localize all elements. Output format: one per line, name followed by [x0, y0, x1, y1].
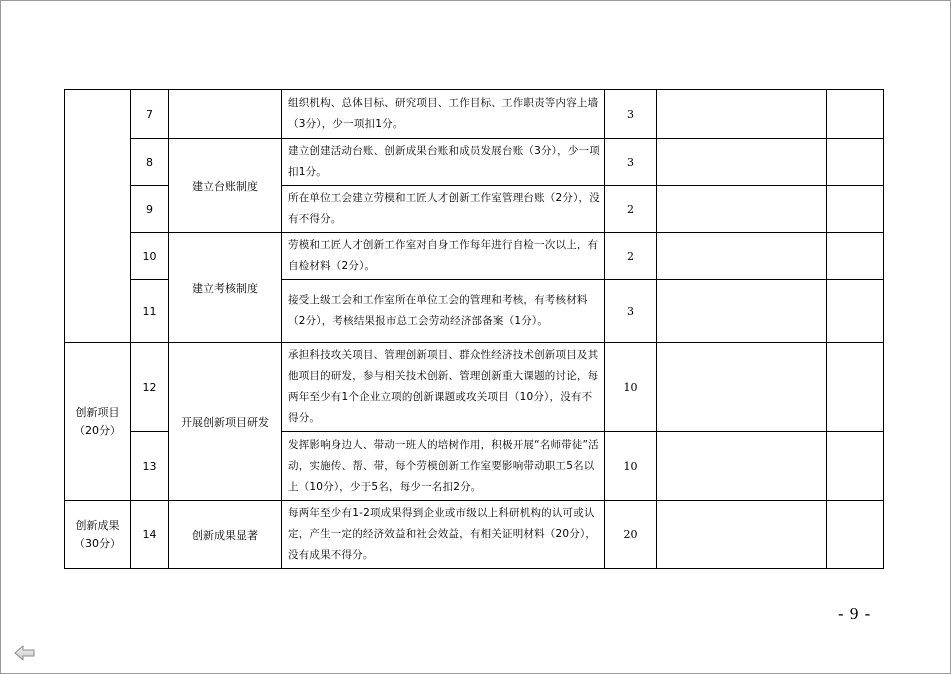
scoring-table [64, 89, 884, 569]
item-cell-empty [169, 90, 282, 139]
score-value: 3 [605, 139, 657, 186]
score-value: 10 [605, 343, 657, 432]
score-value: 2 [605, 233, 657, 280]
remarks-cell [827, 186, 884, 233]
row-number: 13 [131, 432, 169, 501]
score-value: 20 [605, 501, 657, 569]
row-number: 7 [131, 90, 169, 139]
criteria-text: 组织机构、总体目标、研究项目、工作目标、工作职责等内容上墙（3分），少一项扣1分。 [282, 90, 605, 139]
remarks-cell [827, 343, 884, 432]
criteria-text: 接受上级工会和工作室所在单位工会的管理和考核，有考核材料（2分），考核结果报市总工会劳动经济部备案（1分）。 [282, 280, 605, 343]
item-ledger-system: 建立台账制度 [169, 139, 282, 233]
table-row [65, 90, 884, 139]
criteria-text: 劳模和工匠人才创新工作室对自身工作每年进行自检一次以上，有自检材料（2分）。 [282, 233, 605, 280]
self-score-cell [657, 280, 827, 343]
score-value: 3 [605, 280, 657, 343]
category-label: 创新成果 [75, 518, 120, 532]
item-notable-achievements: 创新成果显著 [169, 501, 282, 569]
remarks-cell [827, 432, 884, 501]
self-score-cell [657, 90, 827, 139]
remarks-cell [827, 139, 884, 186]
table-row [65, 343, 884, 432]
remarks-cell [827, 280, 884, 343]
row-number: 8 [131, 139, 169, 186]
table-row [65, 233, 884, 280]
self-score-cell [657, 186, 827, 233]
score-value: 10 [605, 432, 657, 501]
page-number: - 9 - [838, 604, 872, 623]
criteria-text: 承担科技攻关项目、管理创新项目、群众性经济技术创新项目及其他项目的研发，参与相关技术创新、管理创新重大课题的讨论，每两年至少有1个企业立项的创新课题或攻关项目（10分），没有不得分。 [282, 343, 605, 432]
criteria-text: 发挥影响身边人、带动一班人的培树作用，积极开展“名师带徒”活动，实施传、帮、带，每个劳模创新工作室要影响带动职工5名以上（10分），少于5名，每少一名扣2分。 [282, 432, 605, 501]
row-number: 11 [131, 280, 169, 343]
table-row [65, 501, 884, 569]
self-score-cell [657, 432, 827, 501]
back-arrow-icon[interactable] [14, 645, 36, 665]
category-innovation-results [65, 501, 131, 569]
row-number: 10 [131, 233, 169, 280]
item-assessment-system: 建立考核制度 [169, 233, 282, 343]
self-score-cell [657, 343, 827, 432]
table-row [65, 139, 884, 186]
category-points: （30分） [74, 536, 121, 550]
self-score-cell [657, 233, 827, 280]
criteria-text: 所在单位工会建立劳模和工匠人才创新工作室管理台账（2分），没有不得分。 [282, 186, 605, 233]
remarks-cell [827, 233, 884, 280]
category-label: 创新项目 [75, 405, 120, 419]
criteria-text: 建立创建活动台账、创新成果台账和成员发展台账（3分），少一项扣1分。 [282, 139, 605, 186]
category-cell-continued [65, 90, 131, 343]
row-number: 12 [131, 343, 169, 432]
row-number: 9 [131, 186, 169, 233]
row-number: 14 [131, 501, 169, 569]
category-points: （20分） [74, 423, 121, 437]
criteria-text: 每两年至少有1-2项成果得到企业或市级以上科研机构的认可或认定，产生一定的经济效益和社会效益，有相关证明材料（20分），没有成果不得分。 [282, 501, 605, 569]
item-project-research: 开展创新项目研发 [169, 343, 282, 501]
remarks-cell [827, 501, 884, 569]
score-value: 3 [605, 90, 657, 139]
score-value: 2 [605, 186, 657, 233]
category-innovation-projects [65, 343, 131, 501]
self-score-cell [657, 139, 827, 186]
remarks-cell [827, 90, 884, 139]
self-score-cell [657, 501, 827, 569]
